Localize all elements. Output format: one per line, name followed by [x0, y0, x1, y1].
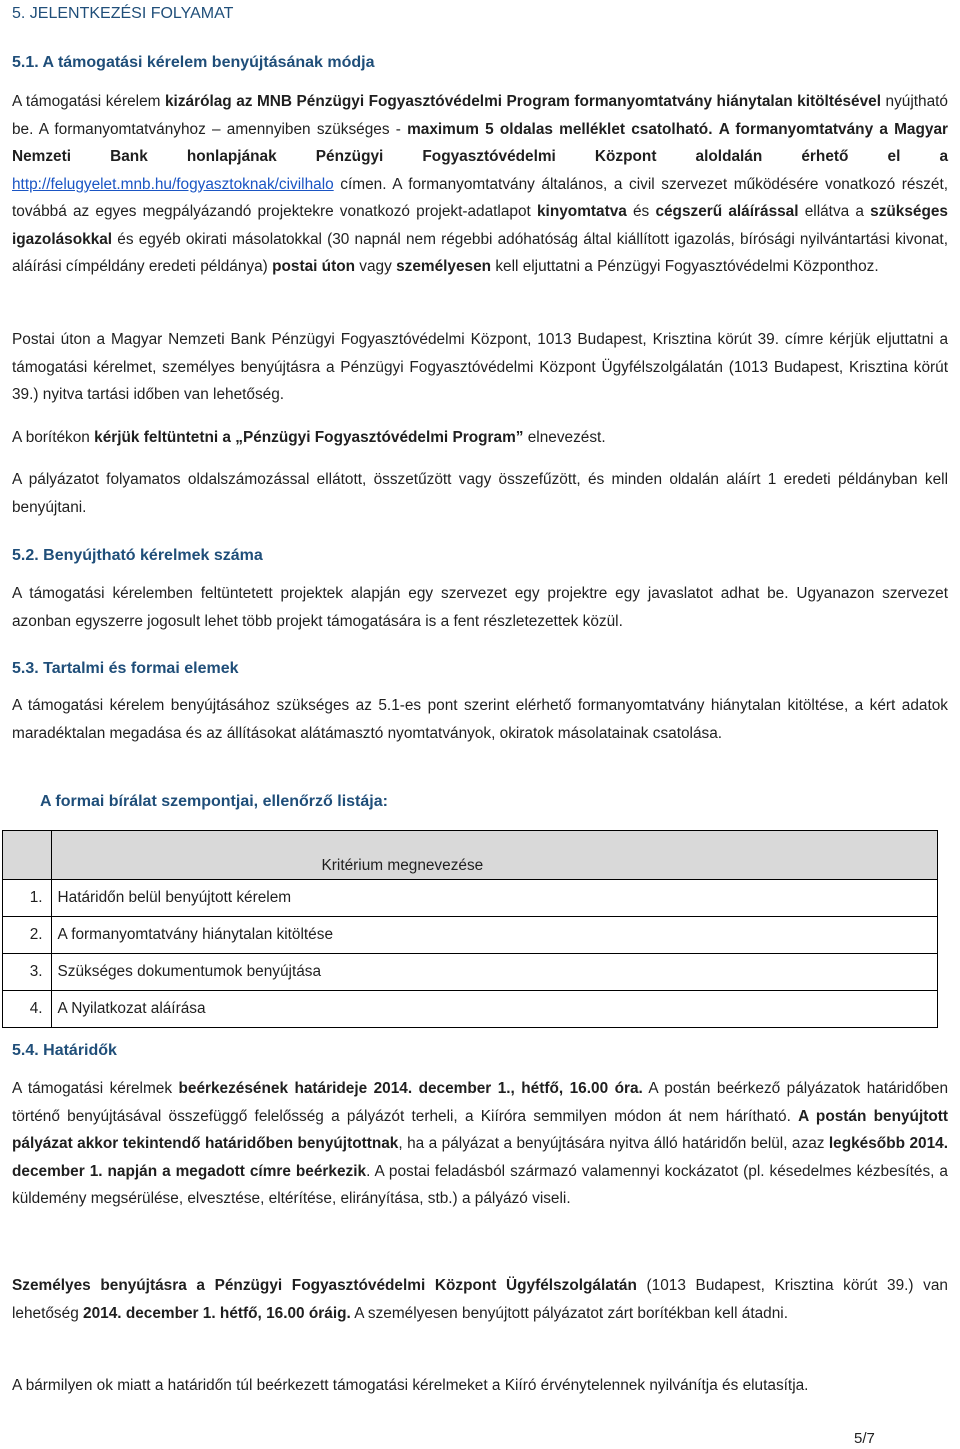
- table-header: Kritérium megnevezése: [51, 831, 937, 880]
- paragraph-pagination: A pályázatot folyamatos oldalszámozással ellátott, összetűzött vagy összefűzött, és minden oldalán aláírt 1 eredeti példányban kell benyújtani.: [12, 471, 948, 516]
- paragraph-personal-submission: Személyes benyújtásra a Pénzügyi Fogyasztóvédelmi Központ Ügyfélszolgálatán (1013 Budapest, Krisztina körút 39.) van lehetőség 2014. december 1. hétfő, 16.00 óráig. A személyesen benyújtott pályázatot zárt borítékban kell átadni.: [12, 1277, 948, 1322]
- table-header-row: [3, 831, 938, 880]
- paragraph-5-3: A támogatási kérelem benyújtásához szükséges az 5.1-es pont szerint elérhető formanyomtatvány hiánytalan kitöltése, a kért adatok maradéktalan megadása és az állításokat alátámasztó nyomtatványok, okiratok másolatainak csatolása.: [12, 697, 948, 742]
- checklist-title: A formai bírálat szempontjai, ellenőrző listája:: [40, 793, 388, 810]
- paragraph-late-submission: A bármilyen ok miatt a határidőn túl beérkezett támogatási kérelmeket a Kiíró érvénytelennek nyilvánítja és elutasítja.: [12, 1377, 809, 1394]
- section-title: 5. JELENTKEZÉSI FOLYAMAT: [12, 5, 234, 22]
- heading-5-2: 5.2. Benyújtható kérelmek száma: [12, 547, 263, 564]
- heading-5-3: 5.3. Tartalmi és formai elemek: [12, 660, 239, 677]
- paragraph-postal-address: Postai úton a Magyar Nemzeti Bank Pénzügyi Fogyasztóvédelmi Központ, 1013 Budapest, Krisztina körút 39. címre kérjük eljuttatni a támogatási kérelmet, személyes benyújtásra a Pénzügyi Fogyasztóvédelmi Központ Ügyfélszolgálatán (1013 Budapest, Krisztina körút 39.) nyitva tartási időben van lehetőség.: [12, 331, 948, 403]
- paragraph-envelope: A borítékon kérjük feltüntetni a „Pénzügyi Fogyasztóvédelmi Program” elnevezést.: [12, 429, 606, 446]
- paragraph-5-1-main: A támogatási kérelem kizárólag az MNB Pénzügyi Fogyasztóvédelmi Program formanyomtatvány hiánytalan kitöltésével nyújtható be. A formanyomtatványhoz – amennyiben szükséges - maximum 5 oldalas melléklet csatolható. A formanyomtatvány a Magyar Nemzeti Bank honlapjának Pénzügyi Fogyasztóvédelmi Központ aloldalán érhető el a http://felugyelet.mnb.hu/fogyasztoknak/civilhalo címen. A formanyomtatvány általános, a civil szervezet működésére vonatkozó részét, továbbá az egyes megpályázandó projektekre vonatkozó projekt-adatlapot kinyomtatva és cégszerű aláírással ellátva a szükséges igazolásokkal és egyéb okirati másolatokkal (30 napnál nem régebbi adóhatóság által kiállított igazolás, bírósági nyilvántartási kivonat, aláírási címpéldány eredeti példánya) postai úton vagy személyesen kell eljuttatni a Pénzügyi Fogyasztóvédelmi Központhoz.: [12, 93, 948, 275]
- form-link[interactable]: http://felugyelet.mnb.hu/fogyasztoknak/civilhalo: [12, 175, 334, 193]
- table-row: 3. Szükséges dokumentumok benyújtása: [3, 954, 938, 991]
- heading-5-4: 5.4. Határidők: [12, 1042, 117, 1059]
- criteria-table: [2, 830, 938, 1028]
- table-row: 2. A formanyomtatvány hiánytalan kitöltése: [3, 917, 938, 954]
- page-number: 5/7: [854, 1430, 875, 1447]
- paragraph-5-4-deadline: A támogatási kérelmek beérkezésének határideje 2014. december 1., hétfő, 16.00 óra. A postán beérkező pályázatok határidőben történő benyújtásával összefüggő felelősség a pályázót terheli, a Kiíróra semmilyen módon át nem hárítható. A postán benyújtott pályázat akkor tekintendő határidőben benyújtottnak, ha a pályázat a benyújtására nyitva álló határidőn belül, azaz legkésőbb 2014. december 1. napján a megadott címre beérkezik. A postai feladásból származó valamennyi kockázatot (pl. késedelmes kézbesítés, a küldemény megsérülése, elvesztése, eltérítése, elirányítása, stb.) a pályázó viseli.: [12, 1080, 949, 1207]
- heading-5-1: 5.1. A támogatási kérelem benyújtásának módja: [12, 54, 375, 71]
- table-row: 1. Határidőn belül benyújtott kérelem: [3, 880, 938, 917]
- table-row: 4. A Nyilatkozat aláírása: [3, 991, 938, 1028]
- paragraph-5-2: A támogatási kérelemben feltüntetett projektek alapján egy szervezet egy projektre egy javaslatot adhat be. Ugyanazon szervezet azonban egyszerre jogosult lehet több projekt támogatására is a fent részletezettek közül.: [12, 585, 948, 630]
